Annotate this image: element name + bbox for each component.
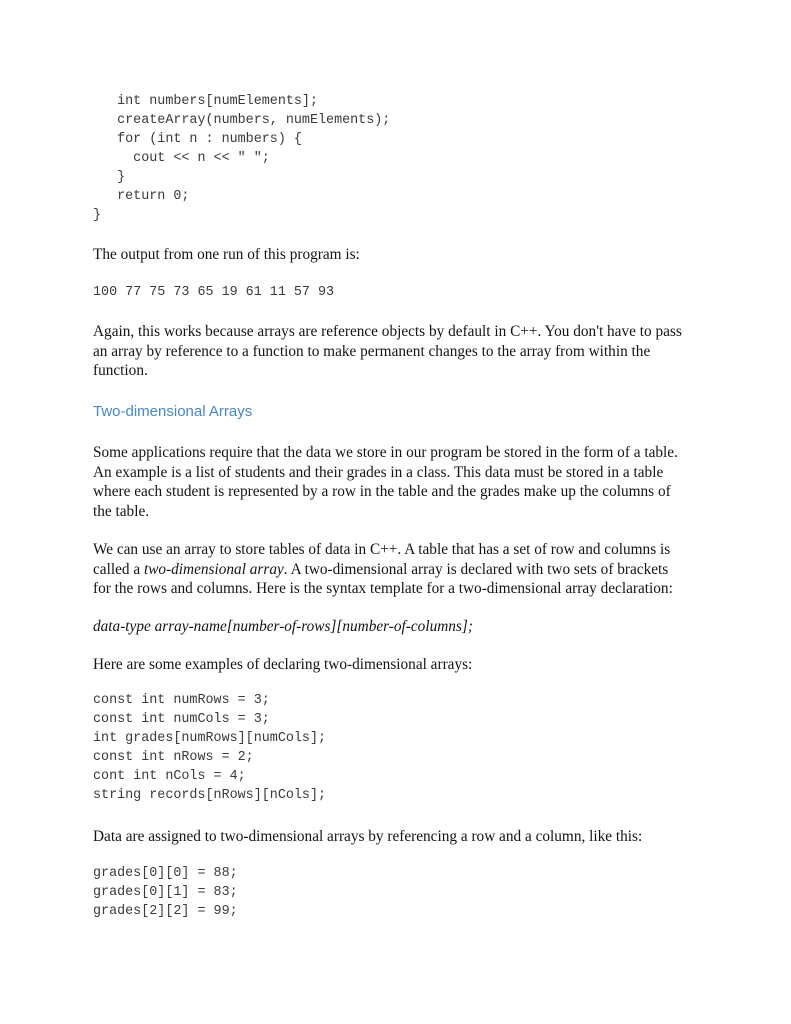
tables-intro-paragraph: Some applications require that the data we store in our program be stored in the form of a table. An example is a list of students and their grades in a class. This data must be stored in a table where each student is represented by a row in the table and the grades make up the columns of the table. — [93, 444, 678, 520]
code-line: const int nRows = 2; — [93, 750, 254, 765]
program-output: 100 77 75 73 65 19 61 11 57 93 — [93, 285, 335, 300]
code-block-assignments — [93, 864, 238, 921]
code-line: grades[0][1] = 83; — [93, 885, 238, 900]
code-line: } — [93, 208, 102, 223]
code-line: const int numCols = 3; — [93, 712, 270, 727]
code-line: createArray(numbers, numElements); — [93, 113, 391, 128]
code-line: string records[nRows][nCols]; — [93, 788, 327, 803]
code-block-main-end — [93, 92, 390, 225]
code-line: int numbers[numElements]; — [93, 94, 318, 109]
definition-paragraph: We can use an array to store tables of data in C++. A table that has a set of row and columns is called a two-dimensional array. A two-dimensional array is declared with two sets of brackets for the rows and columns. Here is the syntax template for a two-dimensional array declaration: — [93, 541, 673, 598]
syntax-template: data-type array-name[number-of-rows][number-of-columns]; — [93, 618, 473, 635]
code-line: cout << n << " "; — [93, 151, 270, 166]
output-intro: The output from one run of this program is: — [93, 246, 360, 263]
defined-term: two-dimensional array — [143, 560, 284, 578]
code-line: cont int nCols = 4; — [93, 769, 246, 784]
reference-note-paragraph: Again, this works because arrays are reference objects by default in C++. You don't have to pass an array by reference to a function to make permanent changes to the array from within the function. — [93, 323, 682, 380]
code-line: const int numRows = 3; — [93, 693, 270, 708]
code-line: return 0; — [93, 189, 190, 204]
code-line: grades[2][2] = 99; — [93, 904, 238, 919]
code-block-declarations — [93, 691, 326, 805]
code-line: int grades[numRows][numCols]; — [93, 731, 327, 746]
code-line: grades[0][0] = 88; — [93, 866, 238, 881]
section-heading-two-dimensional-arrays: Two-dimensional Arrays — [93, 403, 253, 420]
examples-intro: Here are some examples of declaring two-dimensional arrays: — [93, 656, 473, 673]
code-line: } — [93, 170, 126, 185]
code-line: for (int n : numbers) { — [93, 132, 302, 147]
assignment-intro: Data are assigned to two-dimensional arrays by referencing a row and a column, like this: — [93, 828, 643, 845]
